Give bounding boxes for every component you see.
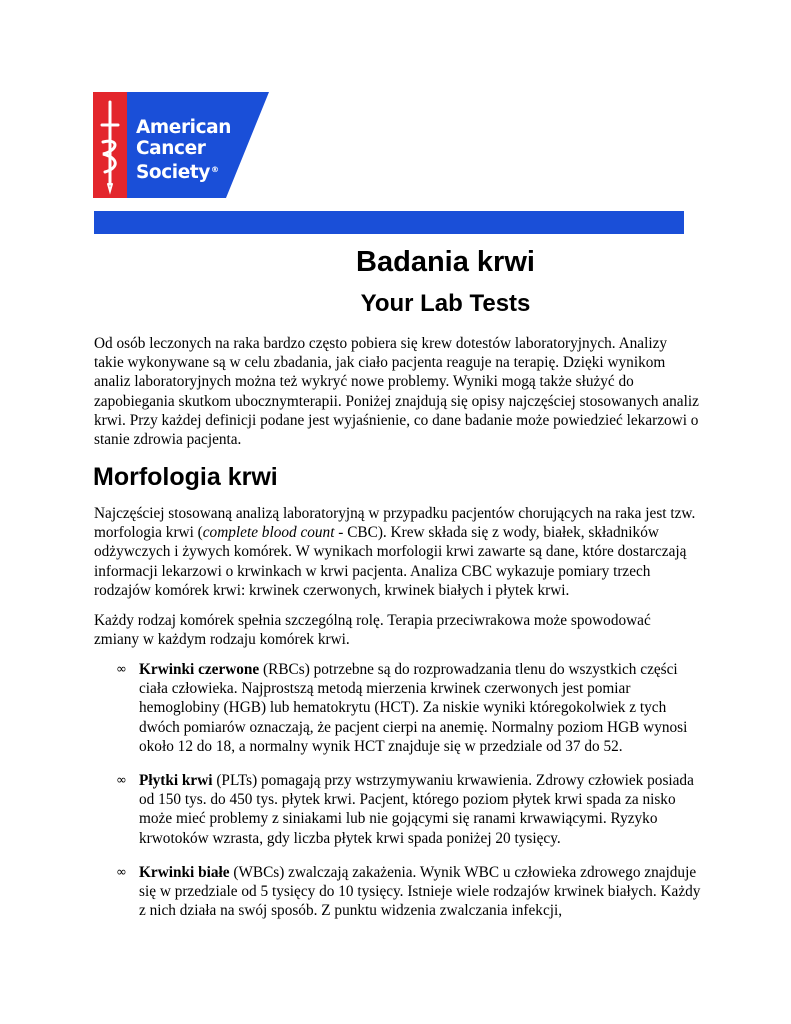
section-paragraph-2: Każdy rodzaj komórek spełnia szczególną rolę. Terapia przeciwrakowa może spowodować zmiany w każdym rodzaju komórek krwi.: [94, 612, 651, 649]
page-subtitle: Your Lab Tests: [360, 290, 531, 317]
bullet-symbol: ∞: [116, 773, 127, 789]
logo-line-3: Society®: [136, 162, 219, 183]
page-title: Badania krwi: [356, 246, 535, 278]
bullet-symbol: ∞: [116, 864, 127, 880]
section-heading: Morfologia krwi: [93, 463, 278, 491]
blood-cell-list: [94, 660, 714, 935]
list-item: ∞ Płytki krwi (PLTs) pomagają przy wstrzymywaniu krwawienia. Zdrowy człowiek posiada od 150 tys. do 450 tys. płytek krwi. Pacjent, którego poziom płytek krwi spada za nisko może mieć problemy z siniakami lub nie gojącymi się ranami krwawiącymi. Ryzyko krwotoków wzrasta, gdy liczba płytek krwi spada poniżej 20 tysięcy.: [116, 772, 694, 847]
logo-line-1: American: [136, 117, 232, 138]
list-item: ∞ Krwinki białe (WBCs) zwalczają zakażenia. Wynik WBC u człowieka zdrowego znajduje się w przedziale od 5 tysięcy do 10 tysięcy. Istnieje wiele rodzajów krwinek białych. Każdy z nich działa na swój sposób. Z punktu widzenia zwalczania infekcji,: [116, 863, 701, 920]
bullet-symbol: ∞: [116, 662, 127, 677]
american-cancer-society-logo: [93, 92, 269, 198]
intro-paragraph: Od osób leczonych na raka bardzo często pobiera się krew dotestów laboratoryjnych. Analizy takie wykonywane są w celu zbadania, jak ciało pacjenta reaguje na terapię. Dzięki wynikom analiz laboratoryjnych można też wykryć nowe problemy. Wyniki mogą także służyć do zapobiegania skutkom ubocznymterapii. Poniżej znajdują się opisy najczęściej stosowanych analiz krwi. Przy każdej definicji podane jest wyjaśnienie, co dane badanie może powiedzieć lekarzowi o stanie zdrowia pacjenta.: [94, 335, 699, 449]
list-item: ∞ Krwinki czerwone (RBCs) potrzebne są do rozprowadzania tlenu do wszystkich części ciała człowieka. Najprostszą metodą mierzenia krwinek czerwonych jest pomiar hemoglobiny (HGB) lub hematokrytu (HCT). Za niskie wyniki któregokolwiek z tych dwóch pomiarów oznaczają, że pacjent cierpi na anemię. Normalny poziom HGB wynosi około 12 do 18, a normalny wynik HCT znajduje się w przedziale od 37 do 52.: [116, 661, 688, 755]
logo-line-2: Cancer: [136, 138, 206, 159]
header-blue-bar: [94, 211, 684, 234]
section-paragraph-1: Najczęściej stosowaną analizą laboratoryjną w przypadku pacjentów chorujących na raka jest tzw. morfologia krwi (complete blood count - CBC). Krew składa się z wody, białek, składników odżywczych i żywych komórek. W wynikach morfologii krwi zawarte są dane, które dostarczają informacji lekarzowi o krwinkach w krwi pacjenta. Analiza CBC wykazuje pomiary trzech rodzajów komórek krwi: krwinek czerwonych, krwinek białych i płytek krwi.: [94, 505, 696, 599]
logo-wordmark: [136, 117, 231, 183]
